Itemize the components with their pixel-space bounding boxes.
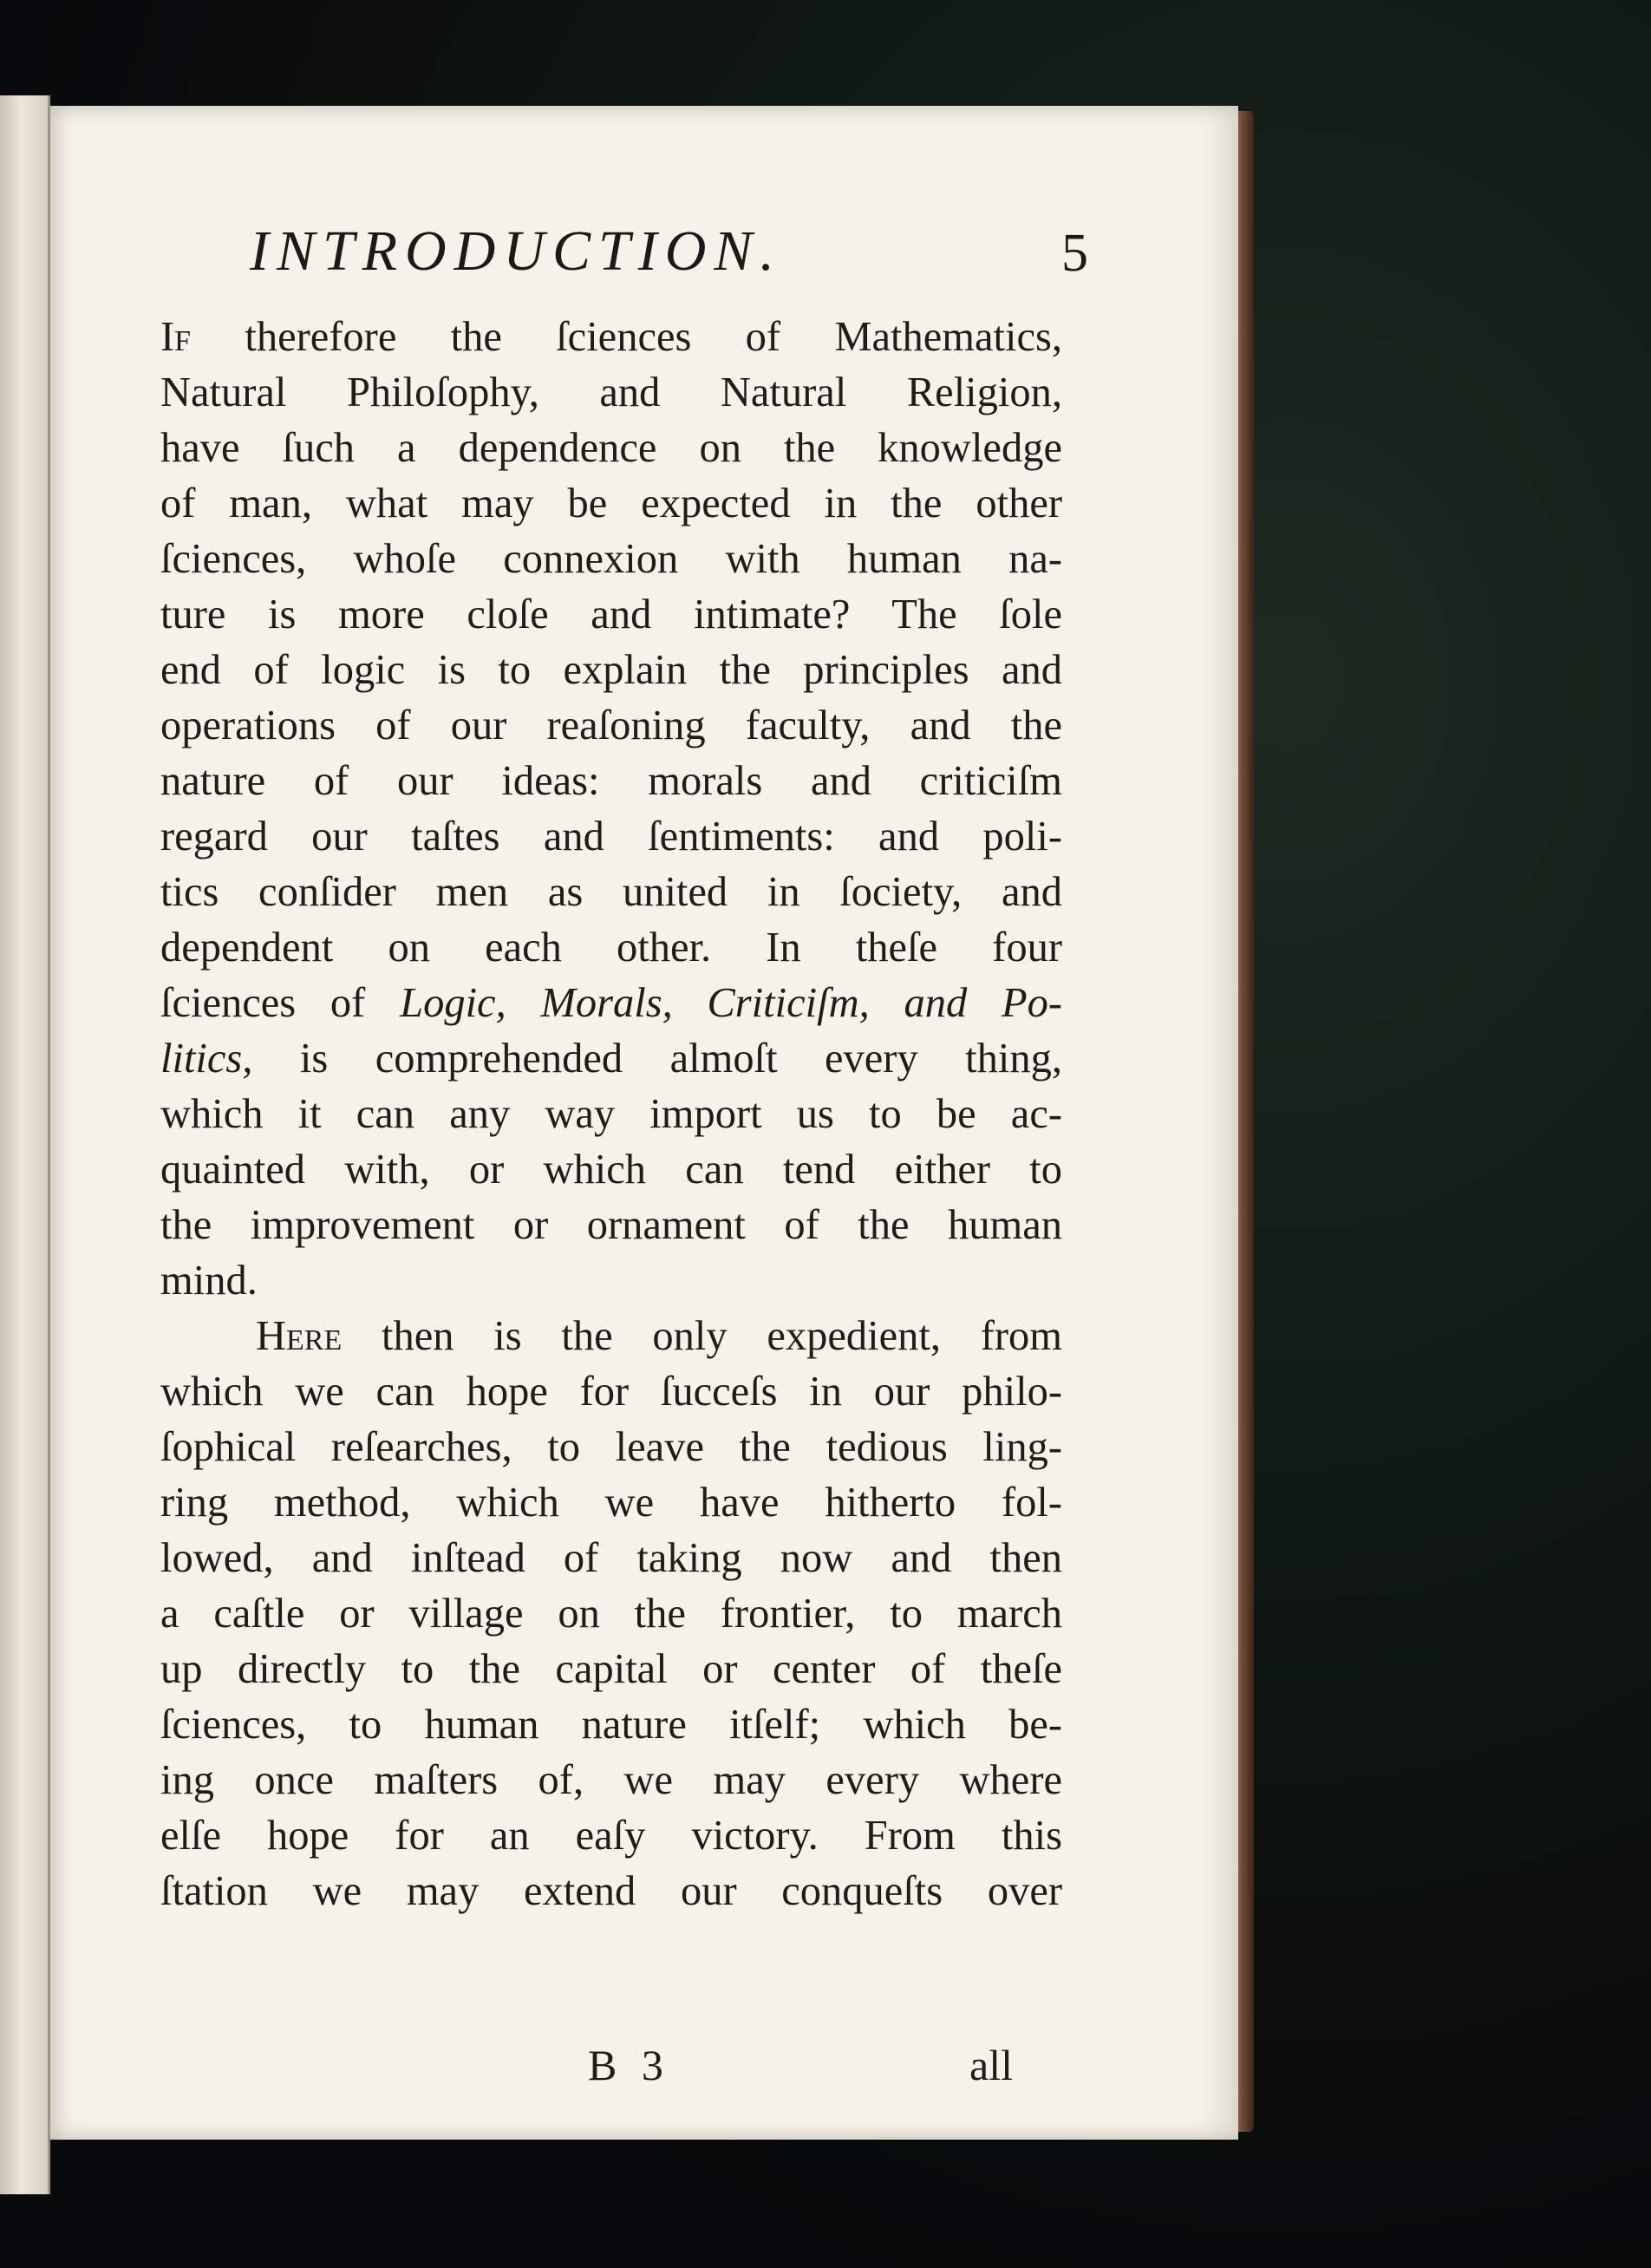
text-line: dependent on each other. In theſe four: [160, 925, 1062, 971]
text-line: ſciences, whoſe connexion with human na-: [160, 536, 1062, 582]
book-page: [50, 106, 1238, 2140]
text-line: regard our taſtes and ſentiments: and poli-: [160, 814, 1062, 859]
text-line: [160, 976, 1062, 1031]
page-number: 5: [1061, 224, 1088, 283]
paragraph-lead: If: [160, 314, 192, 360]
text-line: of man, what may be expected in the other: [160, 480, 1062, 526]
facing-page-edge: [0, 95, 50, 2194]
text-line: [160, 310, 1062, 365]
text-line: quainted with, or which can tend either to: [160, 1147, 1062, 1193]
text-line: Natural Philoſophy, and Natural Religion,: [160, 369, 1062, 415]
text-line-content: ſciences of: [160, 980, 401, 1026]
text-line-content: therefore the ſciences of Mathematics,: [191, 314, 1062, 360]
text-line: operations of our reaſoning faculty, and the: [160, 703, 1062, 748]
text-line: which it can any way import us to be ac-: [160, 1091, 1062, 1137]
text-line: ring method, which we have hitherto fol-: [160, 1480, 1062, 1526]
paragraph-lead: Here: [256, 1313, 343, 1359]
text-line: elſe hope for an eaſy victory. From this: [160, 1813, 1062, 1859]
text-line: mind.: [160, 1258, 258, 1304]
catchword: all: [969, 2041, 1013, 2089]
text-line: ing once maſters of, we may every where: [160, 1757, 1062, 1803]
text-line: ſtation we may extend our conqueſts over: [160, 1868, 1062, 1914]
text-line: [160, 1031, 1062, 1087]
text-line: nature of our ideas: morals and criticiſm: [160, 758, 1062, 804]
text-line-content: then is the only expedient, from: [342, 1313, 1062, 1359]
text-line-content: is comprehended almoſt every thing,: [252, 1036, 1062, 1082]
italic-terms: litics,: [160, 1036, 253, 1082]
text-line: ſciences, to human nature itſelf; which be-: [160, 1702, 1062, 1748]
signature-mark: B 3: [588, 2041, 670, 2089]
text-line: [256, 1309, 1062, 1364]
text-line: up directly to the capital or center of theſe: [160, 1646, 1062, 1692]
running-head: INTRODUCTION.: [250, 219, 782, 283]
text-line: a caſtle or village on the frontier, to march: [160, 1591, 1062, 1637]
text-line: ture is more cloſe and intimate? The ſole: [160, 592, 1062, 637]
text-line: tics conſider men as united in ſociety, and: [160, 869, 1062, 915]
text-line: which we can hope for ſucceſs in our philo-: [160, 1369, 1062, 1415]
text-line: ſophical reſearches, to leave the tedious ling-: [160, 1424, 1062, 1470]
text-line: have ſuch a dependence on the knowledge: [160, 425, 1062, 471]
text-line: the improvement or ornament of the human: [160, 1202, 1062, 1248]
text-line: end of logic is to explain the principles and: [160, 647, 1062, 693]
italic-terms: Logic, Morals, Criticiſm, and Po-: [400, 980, 1062, 1026]
text-line: lowed, and inſtead of taking now and then: [160, 1535, 1062, 1581]
